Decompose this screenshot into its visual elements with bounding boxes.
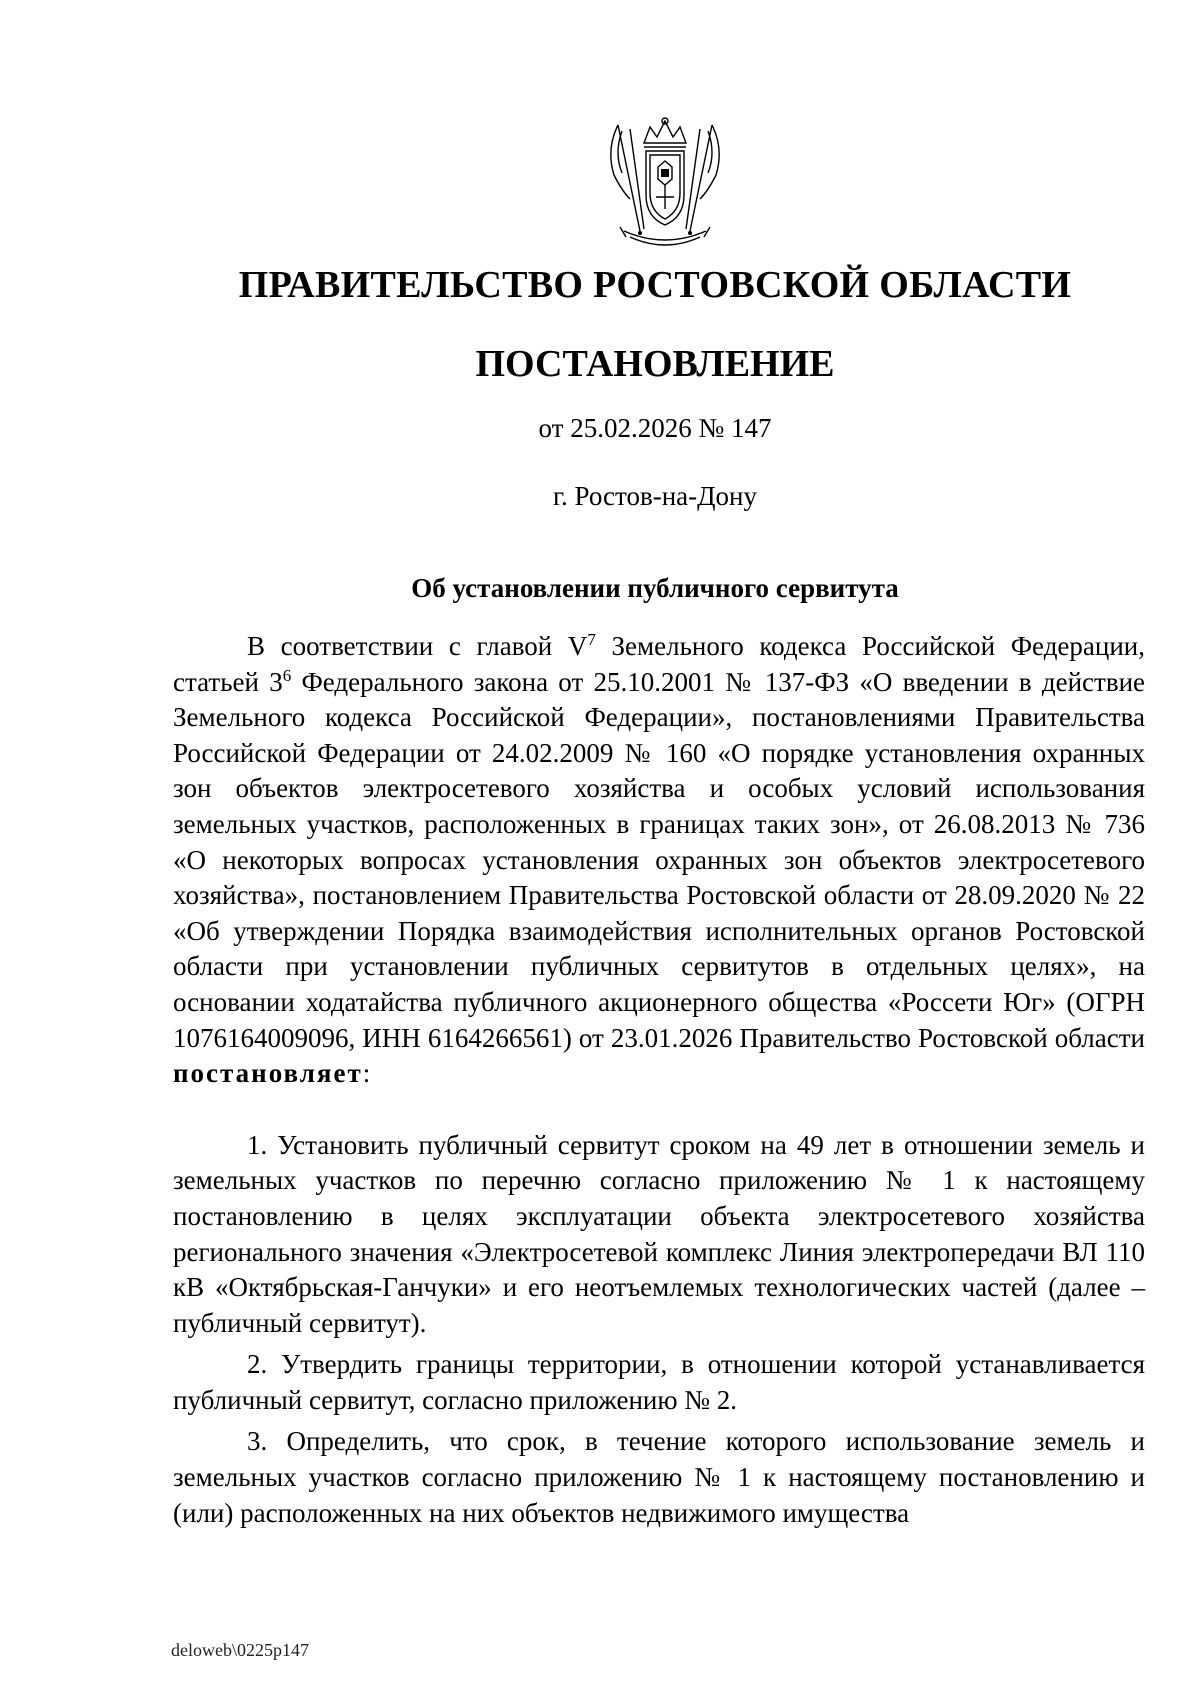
document-body (173, 629, 1145, 1531)
document-city: г. Ростов-на-Дону (552, 481, 757, 511)
list-item: 1. Установить публичный сервитут сроком на 49 лет в отношении земель и земельных участков по перечню согласно приложению № 1 к настоящему постановлению в целях эксплуатации объекта электросетевого хозяйства регионального значения «Электросетевой комплекс Линия электропередачи ВЛ 110 кВ «Октябрьская-Ганчуки» и его неотъемлемых технологических частей (далее – публичный сервитут). (173, 1129, 1145, 1338)
preamble-text-2: Земельного кодекса Российской Федерации, статьей 3 (173, 631, 1145, 697)
preamble-paragraph (173, 629, 1145, 1092)
list-item: 3. Определить, что срок, в течение которого использование земель и земельных участков согласно приложению № 1 к настоящему постановлению и (или) расположенных на них объектов недвижимого имущества (173, 1426, 1145, 1528)
organization-title: ПРАВИТЕЛЬСТВО РОСТОВСКОЙ ОБЛАСТИ (238, 264, 1072, 306)
document-subject: Об установлении публичного сервитута (411, 573, 899, 603)
decree-colon: : (362, 1058, 371, 1089)
preamble-text-1: В соответствии с главой V (247, 631, 588, 661)
coat-of-arms-icon (600, 113, 730, 253)
document-code: deloweb\0225p147 (171, 1640, 309, 1660)
document-date-number: от 25.02.2026 № 147 (538, 413, 772, 443)
preamble-text-3: Федерального закона от 25.10.2001 № 137-ФЗ «О введении в действие Земельного кодекса Российской Федерации», постановлениями Правительства Российской Федерации от 24.02.2009 № 160 «О порядке установления охранных зон объектов электросетевого хозяйства и особых условий использования земельных участков, расположенных в границах таких зон», от 26.08.2013 № 736 «О некоторых вопросах установления охранных зон объектов электросетевого хозяйства», постановлением Правительства Ростовской области от 28.09.2020 № 22 «Об утверждении Порядка взаимодействия исполнительных органов Ростовской области при установлении публичных сервитутов в отдельных целях», на основании ходатайства публичного акционерного общества «Россети Юг» (ОГРН 1076164009096, ИНН 6164266561) от 23.01.2026 Правительство Ростовской области (173, 666, 1145, 1053)
document-type: ПОСТАНОВЛЕНИЕ (475, 343, 835, 385)
list-item: 2. Утвердить границы территории, в отношении которой устанавливается публичный сервитут, согласно приложению № 2. (173, 1349, 1145, 1415)
chapter-superscript: 7 (587, 630, 596, 649)
article-superscript: 6 (282, 665, 292, 685)
decree-word: постановляет (173, 1058, 363, 1089)
